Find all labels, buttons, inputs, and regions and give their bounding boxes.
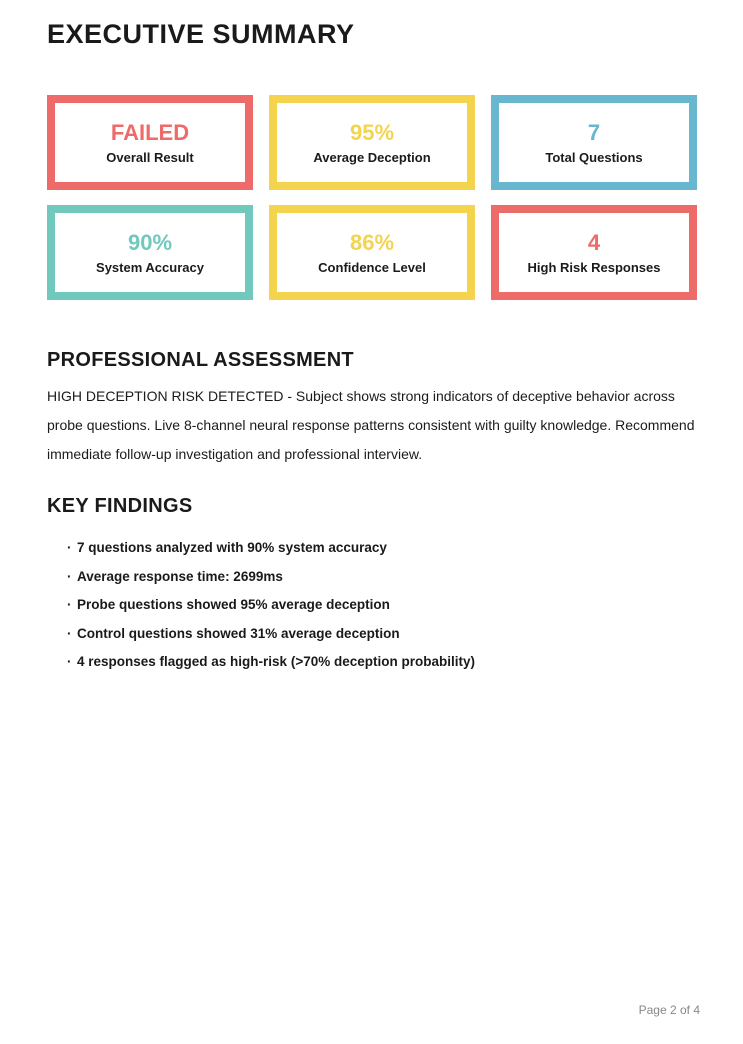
metric-label: High Risk Responses <box>527 259 661 275</box>
metric-value: 7 <box>587 119 601 145</box>
findings-heading: KEY FINDINGS <box>47 495 193 517</box>
metric-label: Average Deception <box>313 149 431 165</box>
finding-item: · 4 responses flagged as high-risk (>70% deception probability) <box>67 653 697 671</box>
finding-item: · Control questions showed 31% average deception <box>67 625 697 643</box>
metric-label: Confidence Level <box>318 259 426 275</box>
page-number: Page 2 of 4 <box>638 1003 700 1017</box>
metric-label: Total Questions <box>545 149 643 165</box>
findings-list <box>47 539 697 671</box>
page-title: EXECUTIVE SUMMARY <box>47 19 355 49</box>
metric-card-high-risk-responses <box>491 205 697 300</box>
metric-card-system-accuracy <box>47 205 253 300</box>
metric-card-confidence-level <box>269 205 475 300</box>
finding-item: · 7 questions analyzed with 90% system accuracy <box>67 539 697 557</box>
finding-item: · Probe questions showed 95% average deception <box>67 596 697 614</box>
assessment-body: HIGH DECEPTION RISK DETECTED - Subject shows strong indicators of deceptive behavior across probe questions. Live 8-channel neural response patterns consistent with guilty knowledge. Recommend immediate follow-up investigation and professional interview. <box>47 388 695 462</box>
finding-item: · Average response time: 2699ms <box>67 568 697 586</box>
metric-card-average-deception <box>269 95 475 190</box>
assessment-heading: PROFESSIONAL ASSESSMENT <box>47 349 354 371</box>
metric-card-overall-result <box>47 95 253 190</box>
metric-value: FAILED <box>110 119 190 145</box>
metric-label: System Accuracy <box>96 259 204 275</box>
metric-value: 95% <box>349 119 395 145</box>
metric-value: 86% <box>349 229 395 255</box>
metric-label: Overall Result <box>106 149 194 165</box>
metric-value: 90% <box>127 229 173 255</box>
metric-cards-grid <box>47 95 697 300</box>
metric-card-total-questions <box>491 95 697 190</box>
metric-value: 4 <box>587 229 601 255</box>
